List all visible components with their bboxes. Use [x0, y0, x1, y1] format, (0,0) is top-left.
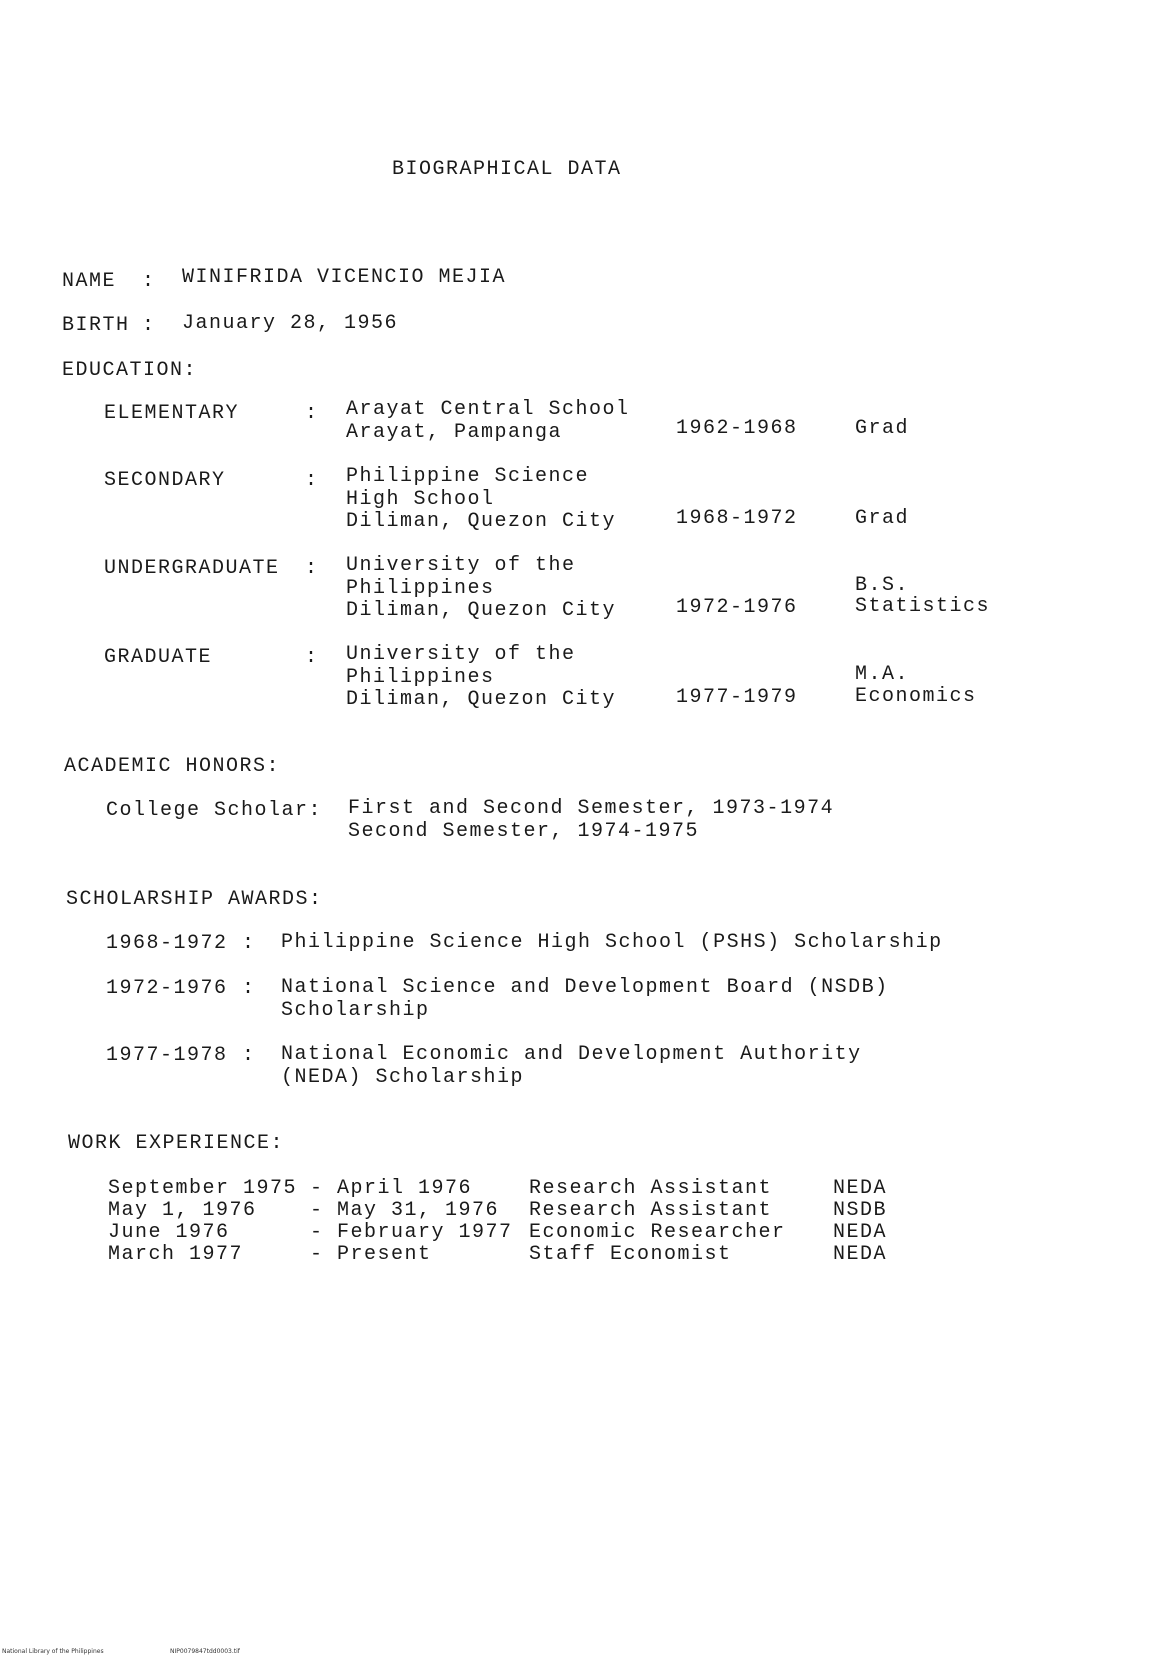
education-school-line: Diliman, Quezon City	[346, 688, 617, 711]
honors-heading: ACADEMIC HONORS:	[64, 755, 281, 778]
work-from: May 1, 1976	[108, 1199, 257, 1222]
scholarship-years: 1972-1976	[106, 977, 228, 1000]
education-school-line: Philippines	[346, 666, 495, 689]
honors-line: Second Semester, 1974-1975	[348, 820, 700, 843]
page-title: BIOGRAPHICAL DATA	[392, 158, 622, 181]
work-heading: WORK EXPERIENCE:	[68, 1132, 285, 1155]
scholarship-years: 1968-1972	[106, 932, 228, 955]
education-level: UNDERGRADUATE	[104, 557, 280, 580]
education-level: SECONDARY	[104, 469, 226, 492]
work-agency: NEDA	[833, 1177, 888, 1200]
work-agency: NSDB	[833, 1199, 888, 1222]
footer-file-id: NIP0079847tdd0003.tif	[170, 1648, 240, 1655]
scholarship-line: Scholarship	[281, 999, 430, 1022]
work-from: September 1975	[108, 1177, 298, 1200]
education-degree: M.A.	[855, 663, 910, 686]
birth-label: BIRTH	[62, 314, 130, 337]
footer-library: National Library of the Philippines	[2, 1648, 104, 1655]
work-to: - Present	[310, 1243, 432, 1266]
scholarship-line: National Economic and Development Authority	[281, 1043, 862, 1066]
education-separator: :	[305, 402, 319, 425]
scholarship-line: Philippine Science High School (PSHS) Scholarship	[281, 931, 943, 954]
education-degree: Grad	[855, 507, 910, 530]
scholarship-years: 1977-1978	[106, 1044, 228, 1067]
education-school-line: Philippine Science	[346, 465, 590, 488]
education-school-line: Philippines	[346, 577, 495, 600]
name-value: WINIFRIDA VICENCIO MEJIA	[182, 266, 507, 289]
work-to: - April 1976	[310, 1177, 473, 1200]
education-level: GRADUATE	[104, 646, 213, 669]
work-from: June 1976	[108, 1221, 230, 1244]
scholarships-heading: SCHOLARSHIP AWARDS:	[66, 888, 323, 911]
birth-separator: :	[142, 314, 156, 337]
education-separator: :	[305, 557, 319, 580]
education-heading: EDUCATION:	[62, 359, 198, 382]
education-degree: Economics	[855, 685, 977, 708]
scholarship-line: (NEDA) Scholarship	[281, 1066, 525, 1089]
education-school-line: High School	[346, 488, 495, 511]
name-separator: :	[142, 270, 156, 293]
education-degree: Statistics	[855, 595, 991, 618]
work-agency: NEDA	[833, 1221, 888, 1244]
education-degree: Grad	[855, 417, 910, 440]
scholarship-separator: :	[242, 977, 256, 1000]
honors-label: College Scholar:	[106, 799, 323, 822]
scholarship-separator: :	[242, 932, 256, 955]
work-position: Economic Researcher	[529, 1221, 786, 1244]
education-years: 1977-1979	[676, 686, 798, 709]
birth-value: January 28, 1956	[182, 312, 399, 335]
education-years: 1968-1972	[676, 507, 798, 530]
work-position: Staff Economist	[529, 1243, 732, 1266]
scholarship-separator: :	[242, 1044, 256, 1067]
work-position: Research Assistant	[529, 1177, 773, 1200]
education-level: ELEMENTARY	[104, 402, 240, 425]
education-separator: :	[305, 469, 319, 492]
education-school-line: Diliman, Quezon City	[346, 510, 617, 533]
name-label: NAME	[62, 270, 117, 293]
education-school-line: Arayat, Pampanga	[346, 421, 563, 444]
education-school-line: Arayat Central School	[346, 398, 630, 421]
education-years: 1972-1976	[676, 596, 798, 619]
education-school-line: Diliman, Quezon City	[346, 599, 617, 622]
scholarship-line: National Science and Development Board (NSDB)	[281, 976, 889, 999]
education-school-line: University of the	[346, 643, 576, 666]
work-to: - February 1977	[310, 1221, 513, 1244]
work-agency: NEDA	[833, 1243, 888, 1266]
honors-line: First and Second Semester, 1973-1974	[348, 797, 835, 820]
education-separator: :	[305, 646, 319, 669]
education-school-line: University of the	[346, 554, 576, 577]
work-to: - May 31, 1976	[310, 1199, 500, 1222]
work-from: March 1977	[108, 1243, 244, 1266]
education-years: 1962-1968	[676, 417, 798, 440]
education-degree: B.S.	[855, 574, 910, 597]
work-position: Research Assistant	[529, 1199, 773, 1222]
